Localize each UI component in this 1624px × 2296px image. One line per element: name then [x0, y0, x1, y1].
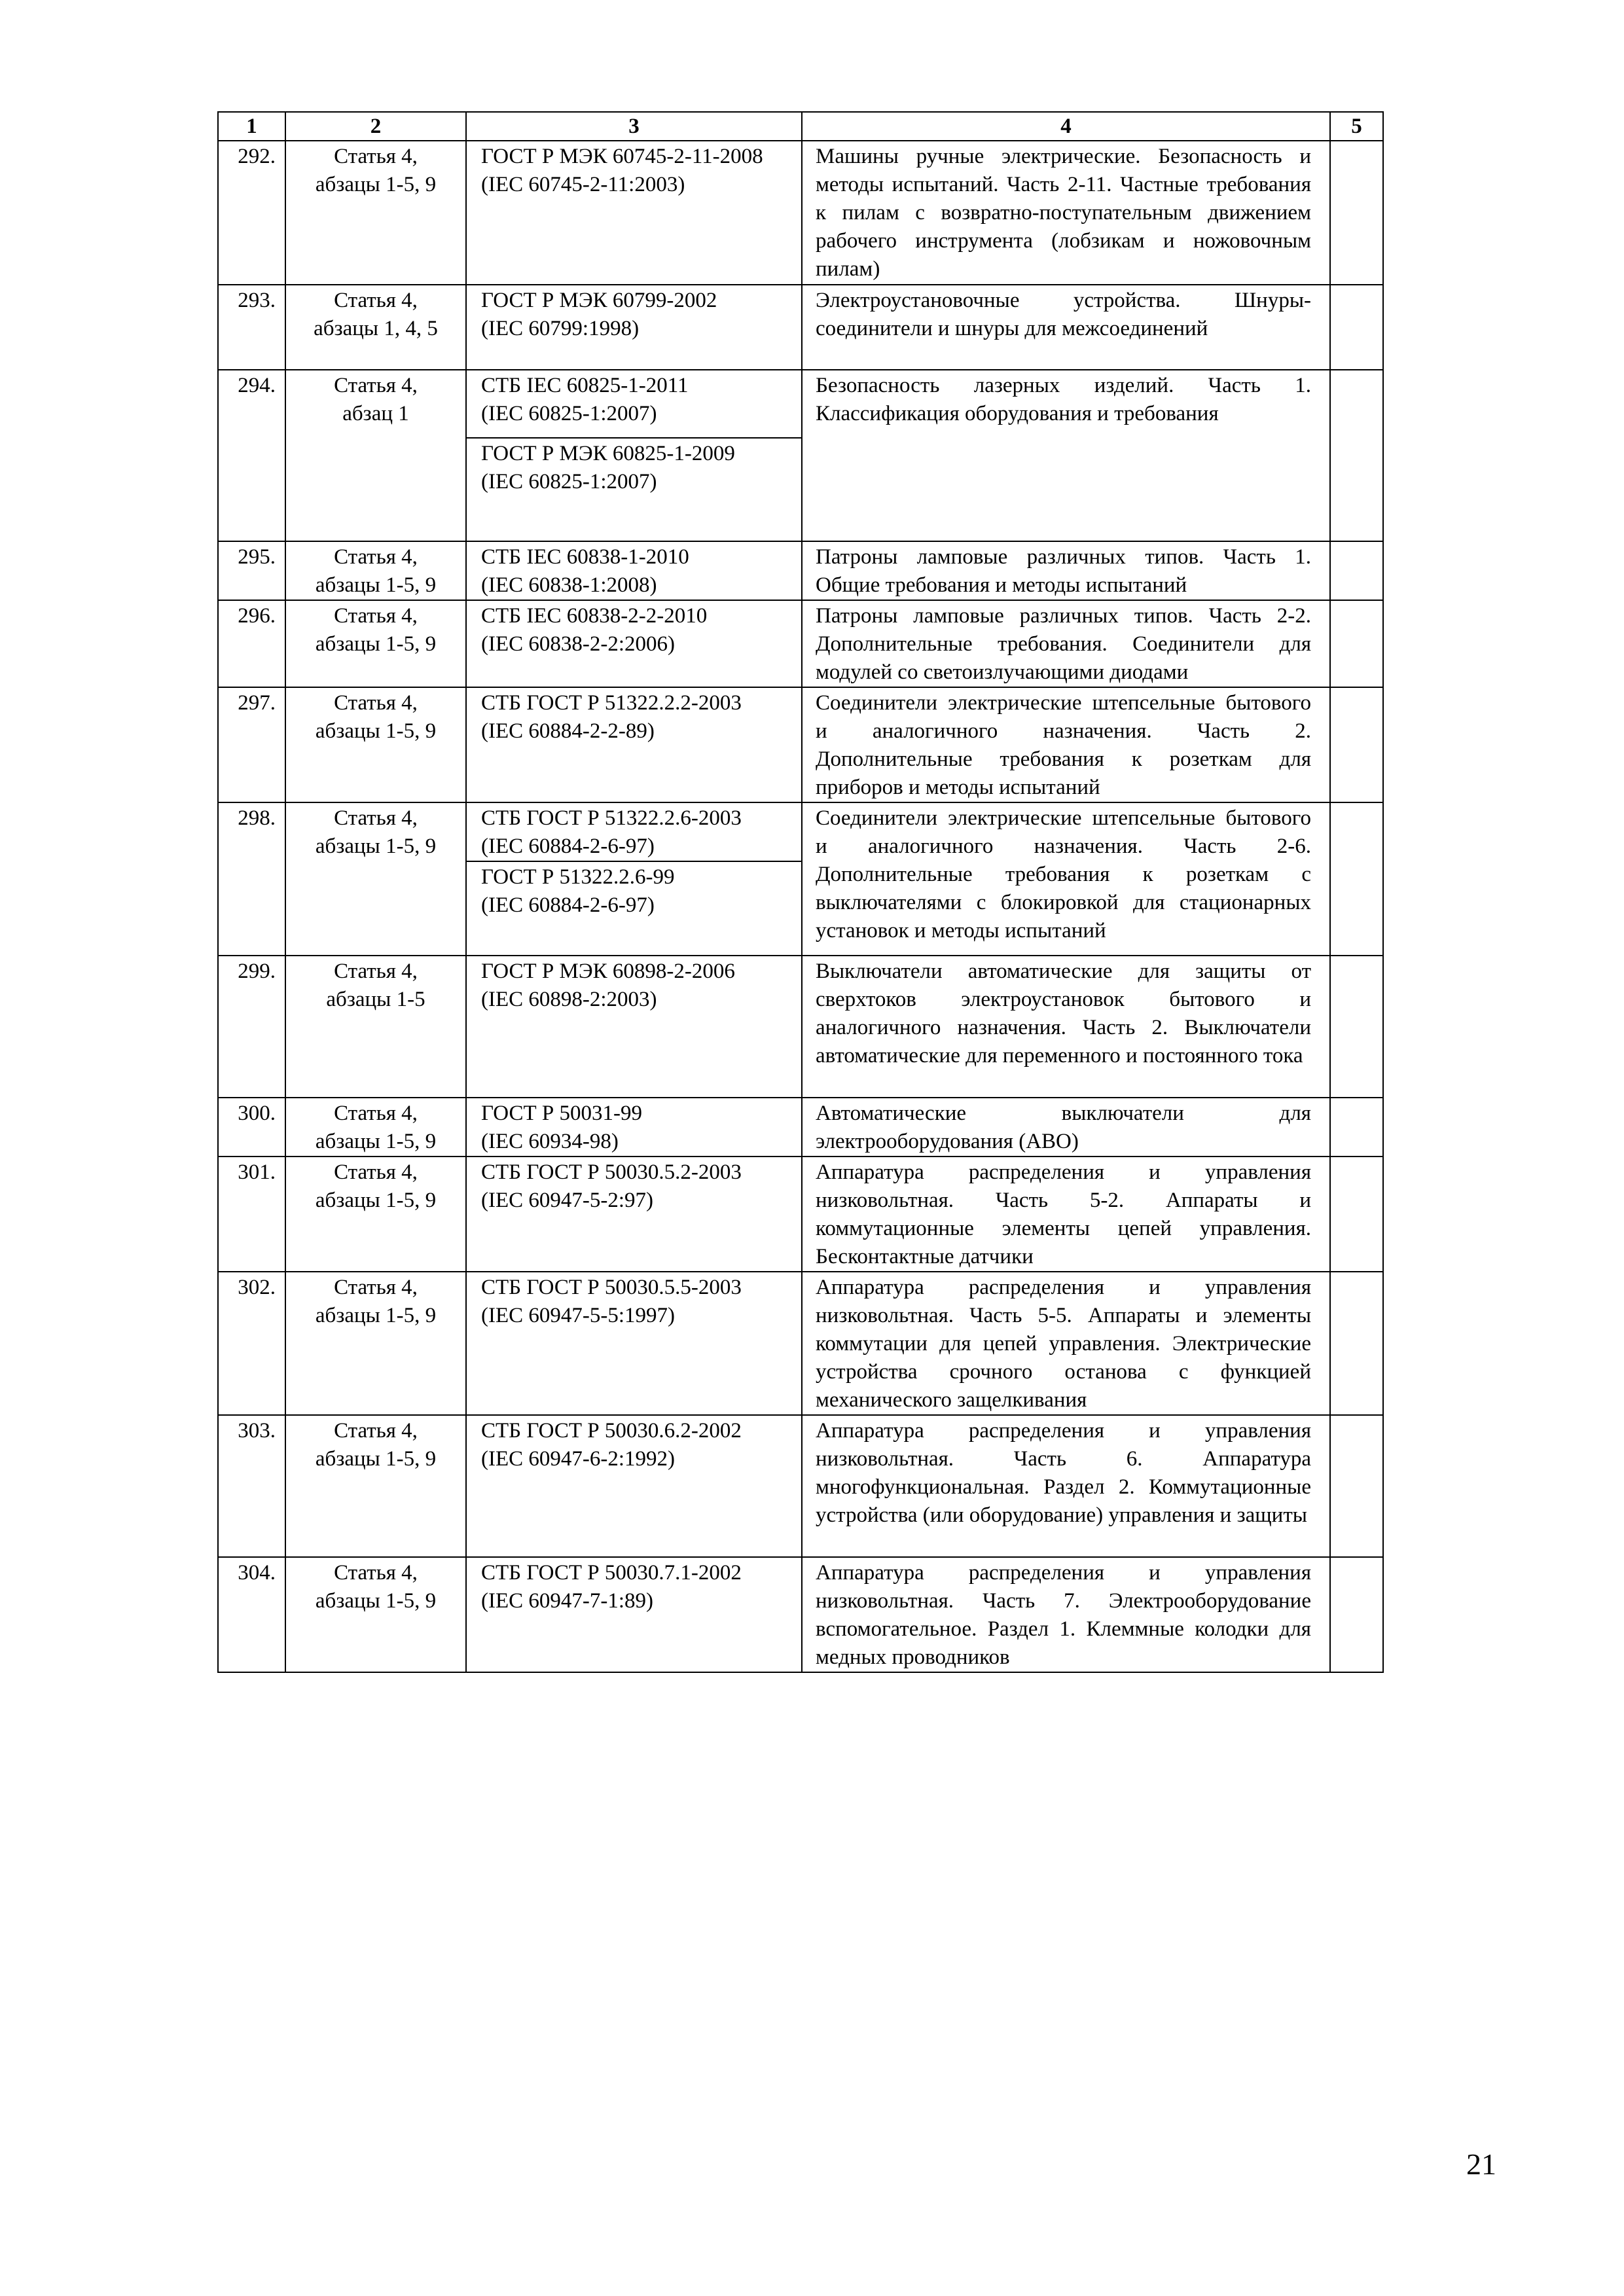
article-line: Статья 4,	[334, 1561, 418, 1585]
article-cell	[285, 141, 466, 285]
standard-entry	[467, 141, 801, 199]
standard-line: ГОСТ Р МЭК 60799-2002	[481, 289, 717, 312]
standard-line: (IEC 60838-2-2:2006)	[481, 632, 676, 656]
row-number: 304.	[218, 1557, 285, 1672]
article-line: абзацы 1-5, 9	[315, 1447, 437, 1471]
description-cell: Электроустановочные устройства. Шнуры-соединители и шнуры для межсоединений	[802, 285, 1330, 370]
standard-line: ГОСТ Р МЭК 60745-2-11-2008	[481, 145, 763, 168]
notes-cell	[1330, 1157, 1383, 1272]
table-row	[218, 956, 1383, 1098]
standard-entry	[467, 1098, 801, 1156]
notes-cell	[1330, 687, 1383, 802]
article-line: Статья 4,	[334, 1160, 418, 1184]
standard-line: (IEC 60825-1:2007)	[481, 402, 657, 425]
description-cell: Выключатели автоматические для защиты от сверхтоков электроустановок бытового и аналогичного назначения. Часть 2. Выключатели автоматические для переменного и постоянного тока	[802, 956, 1330, 1098]
article-line: абзацы 1-5, 9	[315, 632, 437, 656]
row-number: 299.	[218, 956, 285, 1098]
notes-cell	[1330, 370, 1383, 541]
article-line: Статья 4,	[334, 1276, 418, 1299]
article-line: Статья 4,	[334, 806, 418, 830]
article-line: абзац 1	[342, 402, 409, 425]
table-row	[218, 1157, 1383, 1272]
article-cell	[285, 687, 466, 802]
header-row	[218, 112, 1383, 141]
article-cell	[285, 1557, 466, 1672]
header-cell-5: 5	[1330, 112, 1383, 141]
row-number: 296.	[218, 600, 285, 687]
description-cell: Соединители электрические штепсельные бытового и аналогичного назначения. Часть 2-6. Дополнительные требования к розеткам с выключателями с блокировкой для стационарных установок и методы испытаний	[802, 802, 1330, 956]
table-row	[218, 600, 1383, 687]
table-row	[218, 1098, 1383, 1157]
standard-line: (IEC 60825-1:2007)	[481, 470, 657, 493]
standard-line: СТБ IEC 60838-2-2-2010	[481, 604, 708, 628]
standard-line: ГОСТ Р МЭК 60898-2-2006	[481, 960, 735, 983]
notes-cell	[1330, 1557, 1383, 1672]
table-row	[218, 370, 1383, 541]
description-cell: Патроны ламповые различных типов. Часть 2-2. Дополнительные требования. Соединители для модулей со светоизлучающими диодами	[802, 600, 1330, 687]
standard-line: (IEC 60884-2-6-97)	[481, 834, 655, 858]
standard-line: СТБ IEC 60838-1-2010	[481, 545, 689, 569]
description-cell: Соединители электрические штепсельные бытового и аналогичного назначения. Часть 2. Дополнительные требования к розеткам для приборов и методы испытаний	[802, 687, 1330, 802]
standard-entry	[467, 601, 801, 658]
notes-cell	[1330, 1098, 1383, 1157]
article-cell	[285, 1098, 466, 1157]
standard-entry	[467, 861, 801, 920]
standard-line: (IEC 60947-7-1:89)	[481, 1589, 654, 1613]
standard-cell	[466, 1098, 802, 1157]
standard-line: ГОСТ Р 50031-99	[481, 1102, 643, 1125]
standard-cell	[466, 687, 802, 802]
table-row	[218, 802, 1383, 956]
article-line: Статья 4,	[334, 145, 418, 168]
article-cell	[285, 370, 466, 541]
standards-table	[217, 111, 1384, 1673]
article-line: Статья 4,	[334, 1419, 418, 1443]
notes-cell	[1330, 141, 1383, 285]
article-cell	[285, 1157, 466, 1272]
standard-cell	[466, 370, 802, 541]
page-number: 21	[1466, 2147, 1496, 2181]
table-row	[218, 1415, 1383, 1557]
article-line: абзацы 1-5	[326, 988, 425, 1011]
article-line: абзацы 1-5, 9	[315, 834, 437, 858]
description-cell: Патроны ламповые различных типов. Часть 1. Общие требования и методы испытаний	[802, 541, 1330, 600]
article-line: Статья 4,	[334, 289, 418, 312]
row-number: 303.	[218, 1415, 285, 1557]
standard-entry	[467, 1272, 801, 1330]
table-row	[218, 1272, 1383, 1415]
header-cell-2: 2	[285, 112, 466, 141]
article-cell	[285, 600, 466, 687]
description-cell: Аппаратура распределения и управления низковольтная. Часть 5-2. Аппараты и коммутационные элементы цепей управления. Бесконтактные датчики	[802, 1157, 1330, 1272]
header-cell-1: 1	[218, 112, 285, 141]
table-body	[218, 112, 1383, 1672]
article-cell	[285, 956, 466, 1098]
standard-line: СТБ IEC 60825-1-2011	[481, 374, 689, 397]
article-line: Статья 4,	[334, 604, 418, 628]
standard-line: (IEC 60745-2-11:2003)	[481, 173, 685, 196]
row-number: 295.	[218, 541, 285, 600]
row-number: 298.	[218, 802, 285, 956]
description-cell: Аппаратура распределения и управления низковольтная. Часть 5-5. Аппараты и элементы коммутации для цепей управления. Электрические устройства срочного останова с функцией механического защелкивания	[802, 1272, 1330, 1415]
row-number: 293.	[218, 285, 285, 370]
row-number: 297.	[218, 687, 285, 802]
header-cell-4: 4	[802, 112, 1330, 141]
article-line: абзацы 1, 4, 5	[314, 317, 438, 340]
notes-cell	[1330, 802, 1383, 956]
notes-cell	[1330, 541, 1383, 600]
standard-entry	[467, 285, 801, 343]
standard-cell	[466, 956, 802, 1098]
description-cell: Аппаратура распределения и управления низковольтная. Часть 7. Электрооборудование вспомогательное. Раздел 1. Клеммные колодки для медных проводников	[802, 1557, 1330, 1672]
standard-cell	[466, 1557, 802, 1672]
article-line: Статья 4,	[334, 1102, 418, 1125]
standard-line: (IEC 60934-98)	[481, 1130, 619, 1153]
standard-line: (IEC 60947-5-2:97)	[481, 1189, 654, 1212]
notes-cell	[1330, 1272, 1383, 1415]
standard-line: (IEC 60884-2-6-97)	[481, 893, 655, 917]
standard-cell	[466, 802, 802, 956]
standard-entry	[467, 1157, 801, 1215]
standard-line: ГОСТ Р 51322.2.6-99	[481, 865, 675, 889]
standard-line: СТБ ГОСТ Р 50030.5.2-2003	[481, 1160, 742, 1184]
standard-line: СТБ ГОСТ Р 50030.7.1-2002	[481, 1561, 742, 1585]
standard-cell	[466, 1415, 802, 1557]
standard-line: (IEC 60898-2:2003)	[481, 988, 657, 1011]
article-line: абзацы 1-5, 9	[315, 719, 437, 743]
row-number: 300.	[218, 1098, 285, 1157]
standard-line: СТБ ГОСТ Р 50030.5.5-2003	[481, 1276, 742, 1299]
description-cell: Автоматические выключатели для электрооборудования (АВО)	[802, 1098, 1330, 1157]
article-line: абзацы 1-5, 9	[315, 1130, 437, 1153]
notes-cell	[1330, 956, 1383, 1098]
article-line: Статья 4,	[334, 691, 418, 715]
standard-entry	[467, 803, 801, 861]
article-line: абзацы 1-5, 9	[315, 1589, 437, 1613]
table-row	[218, 1557, 1383, 1672]
article-line: абзацы 1-5, 9	[315, 173, 437, 196]
article-line: Статья 4,	[334, 545, 418, 569]
article-line: Статья 4,	[334, 960, 418, 983]
standard-line: СТБ ГОСТ Р 51322.2.6-2003	[481, 806, 742, 830]
standard-entry	[467, 370, 801, 437]
standard-entry	[467, 1558, 801, 1615]
article-cell	[285, 285, 466, 370]
standard-cell	[466, 285, 802, 370]
header-cell-3: 3	[466, 112, 802, 141]
table-row	[218, 541, 1383, 600]
standard-line: (IEC 60884-2-2-89)	[481, 719, 655, 743]
table-row	[218, 141, 1383, 285]
standard-cell	[466, 541, 802, 600]
row-number: 301.	[218, 1157, 285, 1272]
description-cell: Безопасность лазерных изделий. Часть 1. Классификация оборудования и требования	[802, 370, 1330, 541]
notes-cell	[1330, 600, 1383, 687]
standard-cell	[466, 1272, 802, 1415]
notes-cell	[1330, 285, 1383, 370]
standard-entry	[467, 542, 801, 600]
standard-entry	[467, 1416, 801, 1473]
standard-line: (IEC 60838-1:2008)	[481, 573, 657, 597]
standard-line: ГОСТ Р МЭК 60825-1-2009	[481, 442, 735, 465]
standard-cell	[466, 600, 802, 687]
standard-cell	[466, 1157, 802, 1272]
standard-cell	[466, 141, 802, 285]
article-cell	[285, 541, 466, 600]
standard-entry	[467, 688, 801, 745]
article-cell	[285, 802, 466, 956]
notes-cell	[1330, 1415, 1383, 1557]
standard-line: (IEC 60947-6-2:1992)	[481, 1447, 676, 1471]
article-line: абзацы 1-5, 9	[315, 573, 437, 597]
article-cell	[285, 1415, 466, 1557]
description-cell: Аппаратура распределения и управления низковольтная. Часть 6. Аппаратура многофункциональная. Раздел 2. Коммутационные устройства (или оборудование) управления и защиты	[802, 1415, 1330, 1557]
standard-line: СТБ ГОСТ Р 51322.2.2-2003	[481, 691, 742, 715]
standard-entry	[467, 437, 801, 496]
description-cell: Машины ручные электрические. Безопасность и методы испытаний. Часть 2-11. Частные требования к пилам с возвратно-поступательным движением рабочего инструмента (лобзикам и ножовочным пилам)	[802, 141, 1330, 285]
article-cell	[285, 1272, 466, 1415]
standard-entry	[467, 956, 801, 1014]
article-line: абзацы 1-5, 9	[315, 1189, 437, 1212]
row-number: 294.	[218, 370, 285, 541]
standard-line: СТБ ГОСТ Р 50030.6.2-2002	[481, 1419, 742, 1443]
row-number: 292.	[218, 141, 285, 285]
table-row	[218, 687, 1383, 802]
table-row	[218, 285, 1383, 370]
row-number: 302.	[218, 1272, 285, 1415]
article-line: Статья 4,	[334, 374, 418, 397]
article-line: абзацы 1-5, 9	[315, 1304, 437, 1327]
standard-line: (IEC 60947-5-5:1997)	[481, 1304, 676, 1327]
standard-line: (IEC 60799:1998)	[481, 317, 640, 340]
